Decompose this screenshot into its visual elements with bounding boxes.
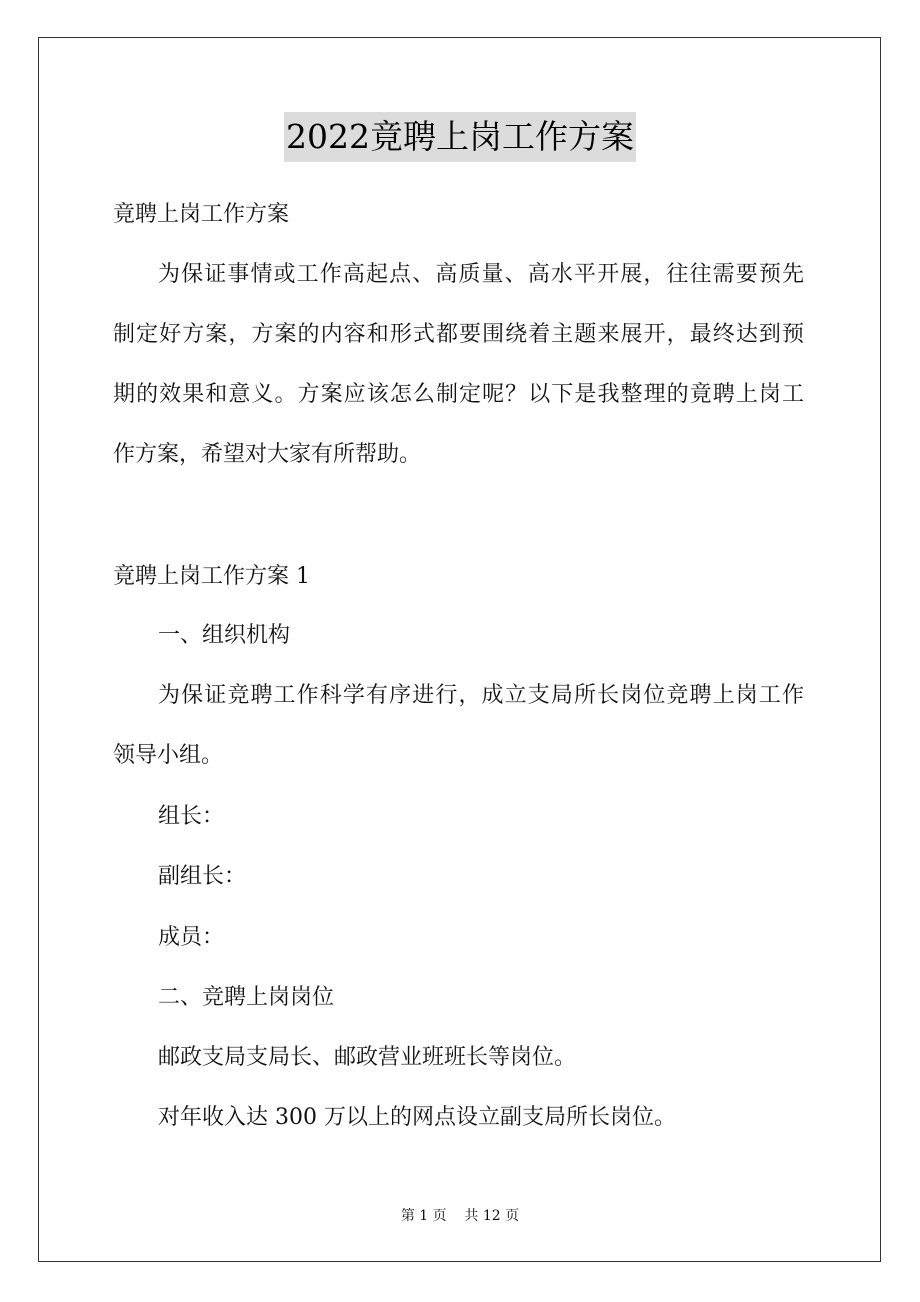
- section-heading: 竟聘上岗工作方案 1: [113, 564, 310, 589]
- title-container: [0, 112, 920, 162]
- document-title: 2022竟聘上岗工作方案: [284, 112, 636, 162]
- page-footer: 第 1 页 共 12 页: [400, 1208, 520, 1224]
- intro-line-1: 为保证事情或工作高起点、高质量、高水平开展，往往需要预先: [158, 262, 804, 287]
- para-1-line-1: 为保证竞聘工作科学有序进行，成立支局所长岗位竞聘上岗工作: [158, 683, 804, 708]
- intro-line-3: 期的效果和意义。方案应该怎么制定呢？以下是我整理的竟聘上岗工: [113, 382, 804, 407]
- para-1-line-2: 领导小组。: [113, 743, 224, 768]
- item-organization: 一、组织机构: [158, 623, 291, 648]
- item-positions: 二、竞聘上岗岗位: [158, 985, 335, 1010]
- intro-line-4: 作方案，希望对大家有所帮助。: [113, 442, 422, 467]
- document-subtitle: 竟聘上岗工作方案: [113, 202, 290, 227]
- intro-line-2: 制定好方案，方案的内容和形式都要围绕着主题来展开，最终达到预: [113, 322, 804, 347]
- positions-text: 邮政支局支局长、邮政营业班班长等岗位。: [158, 1045, 577, 1070]
- leader-label: 组长：: [158, 804, 225, 829]
- members-label: 成员：: [158, 925, 225, 950]
- deputy-positions-text: 对年收入达 300 万以上的网点设立副支局所长岗位。: [158, 1105, 676, 1130]
- deputy-leader-label: 副组长：: [158, 864, 247, 889]
